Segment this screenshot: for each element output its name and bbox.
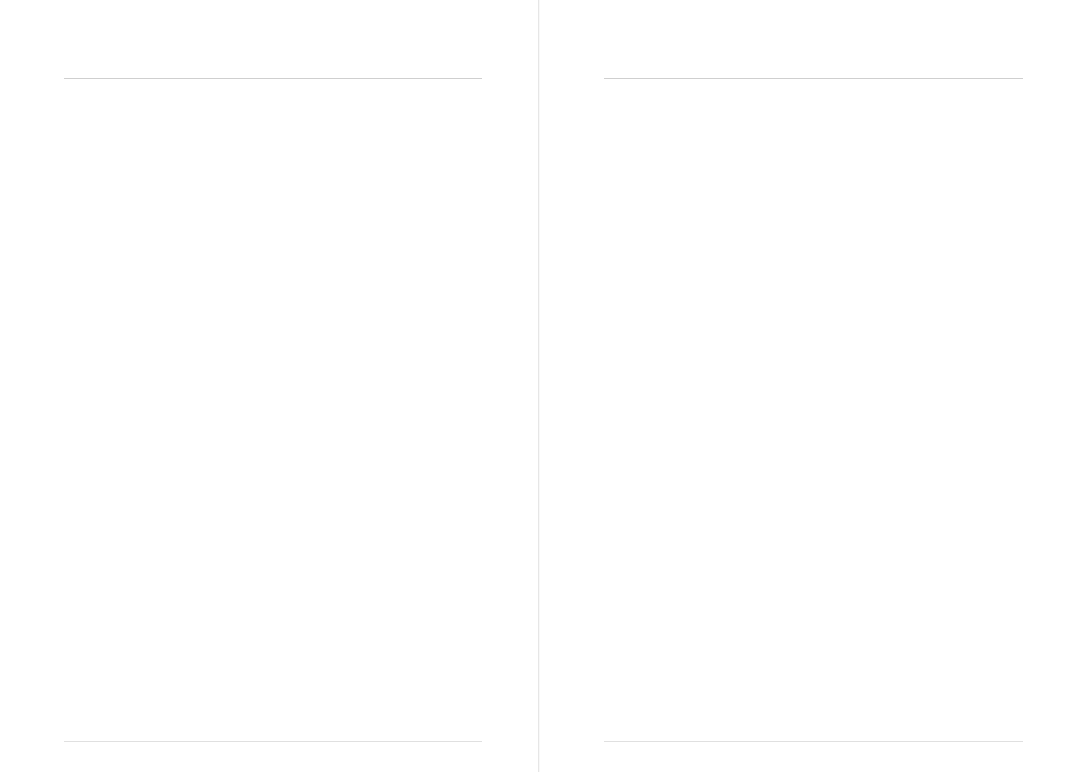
right-page <box>540 0 1079 772</box>
right-head-rule <box>604 78 1023 79</box>
right-footer <box>604 741 1023 750</box>
left-head-rule <box>64 78 482 79</box>
left-page <box>0 0 539 772</box>
left-footer <box>64 741 482 750</box>
